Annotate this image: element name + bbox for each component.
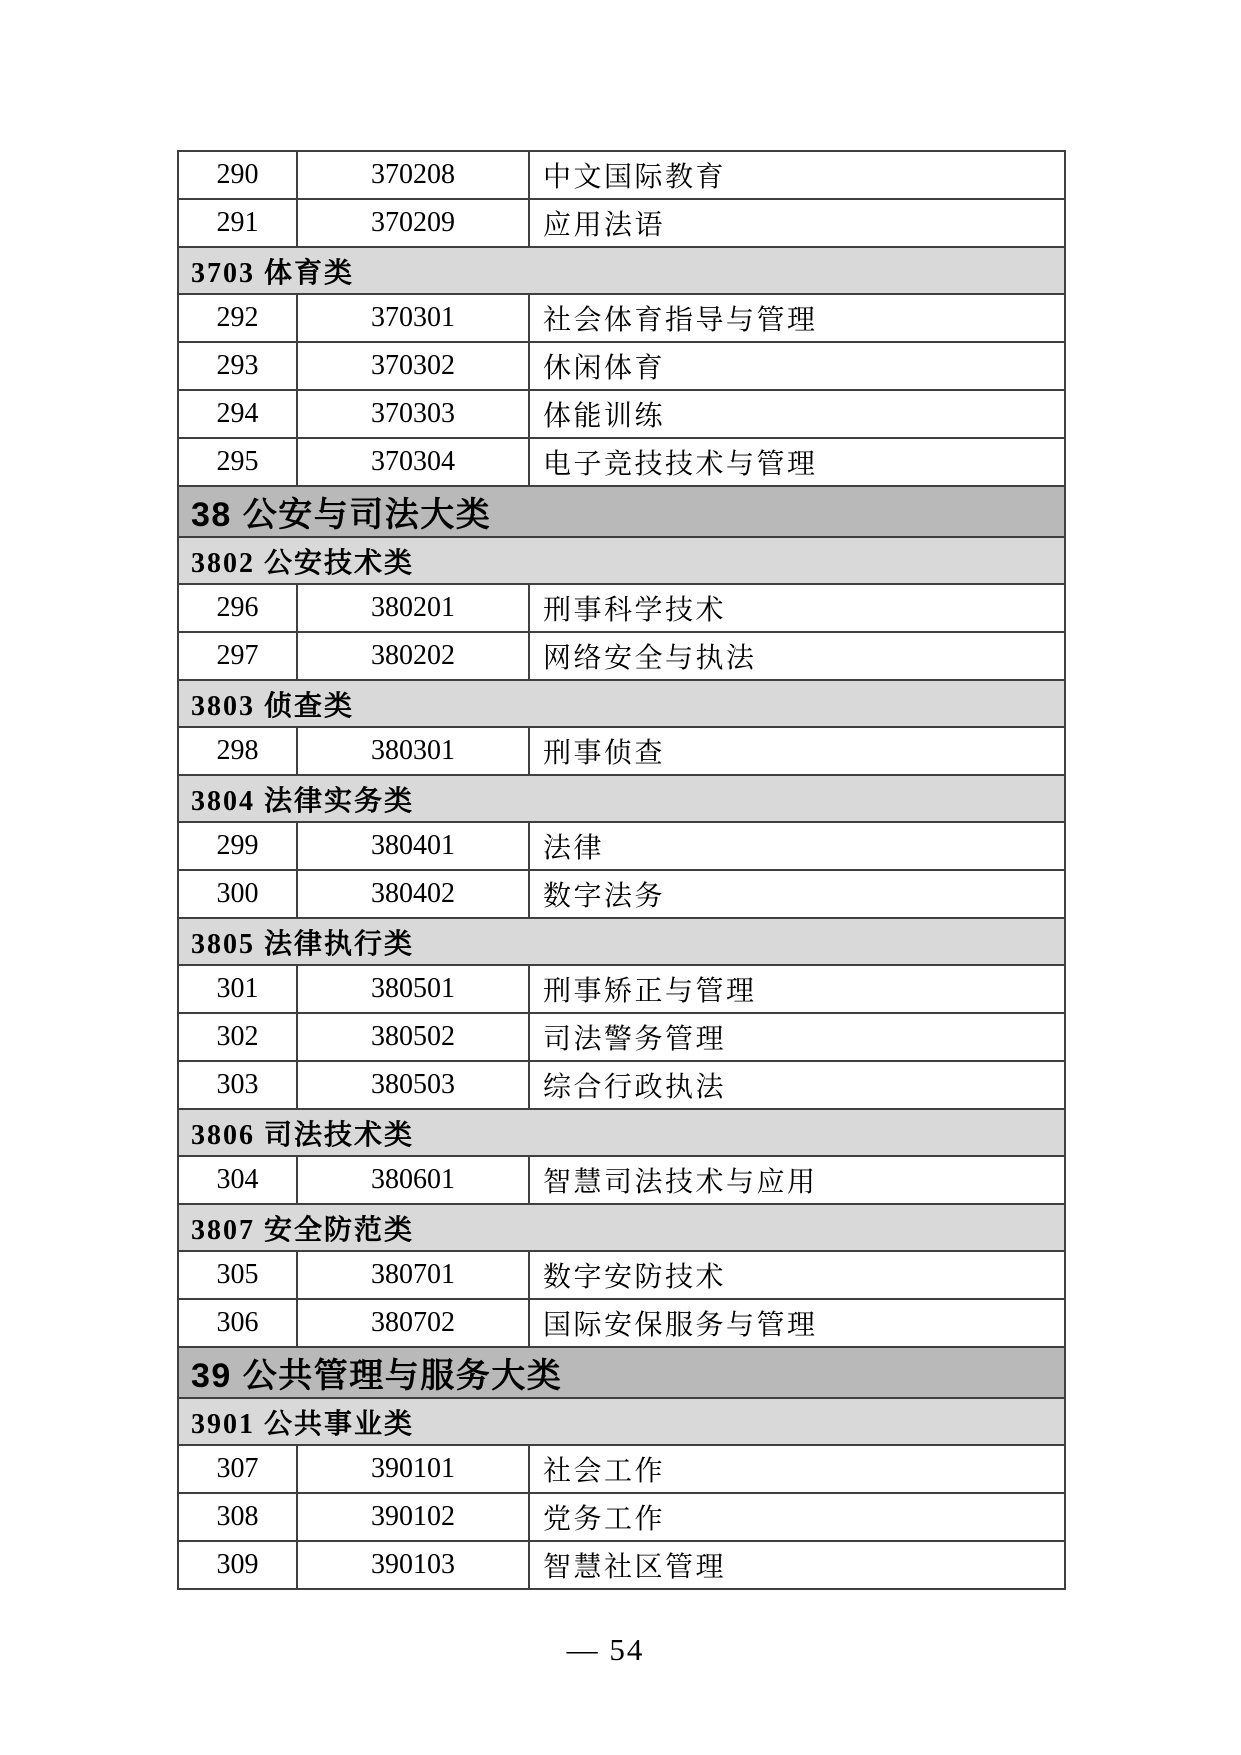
cell-name: 刑事矫正与管理 [529,965,1065,1013]
cell-seq: 306 [178,1299,297,1347]
cell-seq: 301 [178,965,297,1013]
cell-seq: 303 [178,1061,297,1109]
cell-code: 380202 [297,632,529,680]
cell-name: 党务工作 [529,1493,1065,1541]
table-row [178,1299,1065,1347]
cell-seq: 304 [178,1156,297,1204]
table-row [178,151,1065,199]
category-header-label: 3806 司法技术类 [178,1109,1065,1156]
table-row [178,727,1065,775]
cell-code: 380401 [297,822,529,870]
cell-seq: 294 [178,390,297,438]
cell-name: 数字法务 [529,870,1065,918]
cell-code: 380501 [297,965,529,1013]
category-header-row [178,775,1065,822]
cell-code: 380201 [297,584,529,632]
table-row [178,965,1065,1013]
category-header-label: 3807 安全防范类 [178,1204,1065,1251]
cell-code: 370301 [297,294,529,342]
cell-seq: 291 [178,199,297,247]
category-header-label: 3901 公共事业类 [178,1398,1065,1445]
cell-name: 电子竞技技术与管理 [529,438,1065,486]
table-row [178,390,1065,438]
major-header-row [178,1347,1065,1398]
table-row [178,1493,1065,1541]
cell-code: 380402 [297,870,529,918]
category-header-row [178,680,1065,727]
category-header-row [178,1109,1065,1156]
cell-seq: 309 [178,1541,297,1589]
cell-seq: 302 [178,1013,297,1061]
major-header-row [178,486,1065,537]
cell-name: 智慧社区管理 [529,1541,1065,1589]
category-header-label: 3804 法律实务类 [178,775,1065,822]
cell-name: 体能训练 [529,390,1065,438]
table-row [178,632,1065,680]
cell-code: 370304 [297,438,529,486]
major-codes-table [177,150,1066,1590]
cell-code: 390102 [297,1493,529,1541]
table-row [178,199,1065,247]
cell-code: 370208 [297,151,529,199]
cell-name: 中文国际教育 [529,151,1065,199]
cell-name: 社会工作 [529,1445,1065,1493]
cell-name: 社会体育指导与管理 [529,294,1065,342]
cell-name: 网络安全与执法 [529,632,1065,680]
cell-code: 370209 [297,199,529,247]
cell-code: 370303 [297,390,529,438]
cell-name: 司法警务管理 [529,1013,1065,1061]
category-header-label: 3703 体育类 [178,247,1065,294]
cell-name: 综合行政执法 [529,1061,1065,1109]
cell-name: 智慧司法技术与应用 [529,1156,1065,1204]
table-row [178,1445,1065,1493]
category-header-row [178,247,1065,294]
major-header-label: 38 公安与司法大类 [178,486,1065,537]
table-row [178,1541,1065,1589]
cell-name: 数字安防技术 [529,1251,1065,1299]
cell-code: 390103 [297,1541,529,1589]
page-number: — 54 [566,1632,645,1667]
table-row [178,438,1065,486]
cell-code: 380301 [297,727,529,775]
cell-seq: 298 [178,727,297,775]
cell-code: 380502 [297,1013,529,1061]
cell-seq: 308 [178,1493,297,1541]
cell-seq: 295 [178,438,297,486]
table-body [178,151,1065,1589]
cell-seq: 290 [178,151,297,199]
major-header-label: 39 公共管理与服务大类 [178,1347,1065,1398]
cell-seq: 299 [178,822,297,870]
table-row [178,1061,1065,1109]
page-footer [0,1632,1241,1668]
cell-code: 370302 [297,342,529,390]
cell-code: 380701 [297,1251,529,1299]
cell-name: 休闲体育 [529,342,1065,390]
category-header-row [178,1398,1065,1445]
table-row [178,1013,1065,1061]
category-header-label: 3805 法律执行类 [178,918,1065,965]
cell-seq: 305 [178,1251,297,1299]
cell-code: 380601 [297,1156,529,1204]
cell-code: 380503 [297,1061,529,1109]
cell-seq: 292 [178,294,297,342]
cell-seq: 307 [178,1445,297,1493]
table-row [178,1251,1065,1299]
cell-seq: 297 [178,632,297,680]
cell-name: 刑事科学技术 [529,584,1065,632]
category-header-row [178,537,1065,584]
table-row [178,870,1065,918]
cell-code: 380702 [297,1299,529,1347]
category-header-row [178,1204,1065,1251]
category-header-label: 3802 公安技术类 [178,537,1065,584]
table-row [178,342,1065,390]
cell-name: 应用法语 [529,199,1065,247]
table-row [178,294,1065,342]
cell-seq: 293 [178,342,297,390]
cell-name: 国际安保服务与管理 [529,1299,1065,1347]
cell-name: 刑事侦查 [529,727,1065,775]
category-header-label: 3803 侦查类 [178,680,1065,727]
table-row [178,822,1065,870]
table-row [178,584,1065,632]
category-header-row [178,918,1065,965]
cell-name: 法律 [529,822,1065,870]
cell-seq: 296 [178,584,297,632]
table-row [178,1156,1065,1204]
cell-seq: 300 [178,870,297,918]
cell-code: 390101 [297,1445,529,1493]
